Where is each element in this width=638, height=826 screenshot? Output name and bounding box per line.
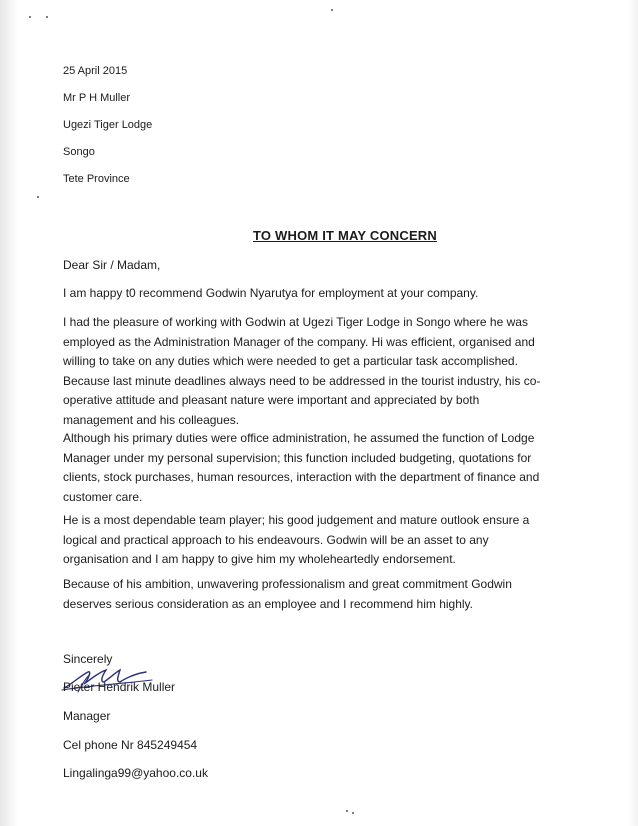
letter-date: 25 April 2015 [63,65,128,77]
paragraph: He is a most dependable team player; his good judgement and mature outlook ensure a logical and practical approach to his endeavours. Godwin will be an asset to any organisation and I am happy to give him my wholeheartedly endorsement. [63,513,530,567]
recipient-company: Ugezi Tiger Lodge [63,119,153,131]
scan-speck [346,810,348,812]
scan-speck [352,812,354,814]
scan-edge-shadow [0,0,18,826]
recipient-province: Tete Province [63,173,130,185]
scan-edge-shadow-right [628,0,638,826]
paragraph: Because of his ambition, unwavering professionalism and great commitment Godwin deserves serious consideration as an employee and I recommend him highly. [63,577,512,611]
paragraph: Although his primary duties were office administration, he assumed the function of Lodge Manager under my personal supervision; this function included budgeting, quotations for clients, stock purchases, human resources, interaction with the department of finance and customer care. [63,431,540,504]
email-address: Lingalinga99@yahoo.co.uk [63,766,208,780]
scan-speck [37,196,39,198]
signer-title: Manager [63,709,111,723]
salutation: Dear Sir / Madam, [63,258,161,272]
closing: Sincerely [63,652,113,666]
phone-number: Cel phone Nr 845249454 [63,738,198,752]
scan-speck [29,16,31,18]
recipient-name: Mr P H Muller [63,92,131,104]
recipient-town: Songo [63,146,95,158]
paragraph: I had the pleasure of working with Godwin at Ugezi Tiger Lodge in Songo where he was employed as the Administration Manager of the company. Hi was efficient, organised and willing to take on any duties which were needed to get a particular task accomplished. Because last minute deadlines always need to be addressed in the tourist industry, his co- operative attitude and pleasant nature were important and appreciated by both management and his colleagues. [63,315,541,427]
signer-name: Pieter Hendrik Muller [63,680,176,694]
letter-title: TO WHOM IT MAY CONCERN [252,228,437,243]
scan-speck [331,9,333,11]
paragraph: I am happy t0 recommend Godwin Nyarutya for employment at your company. [63,286,479,300]
scan-speck [46,16,48,18]
